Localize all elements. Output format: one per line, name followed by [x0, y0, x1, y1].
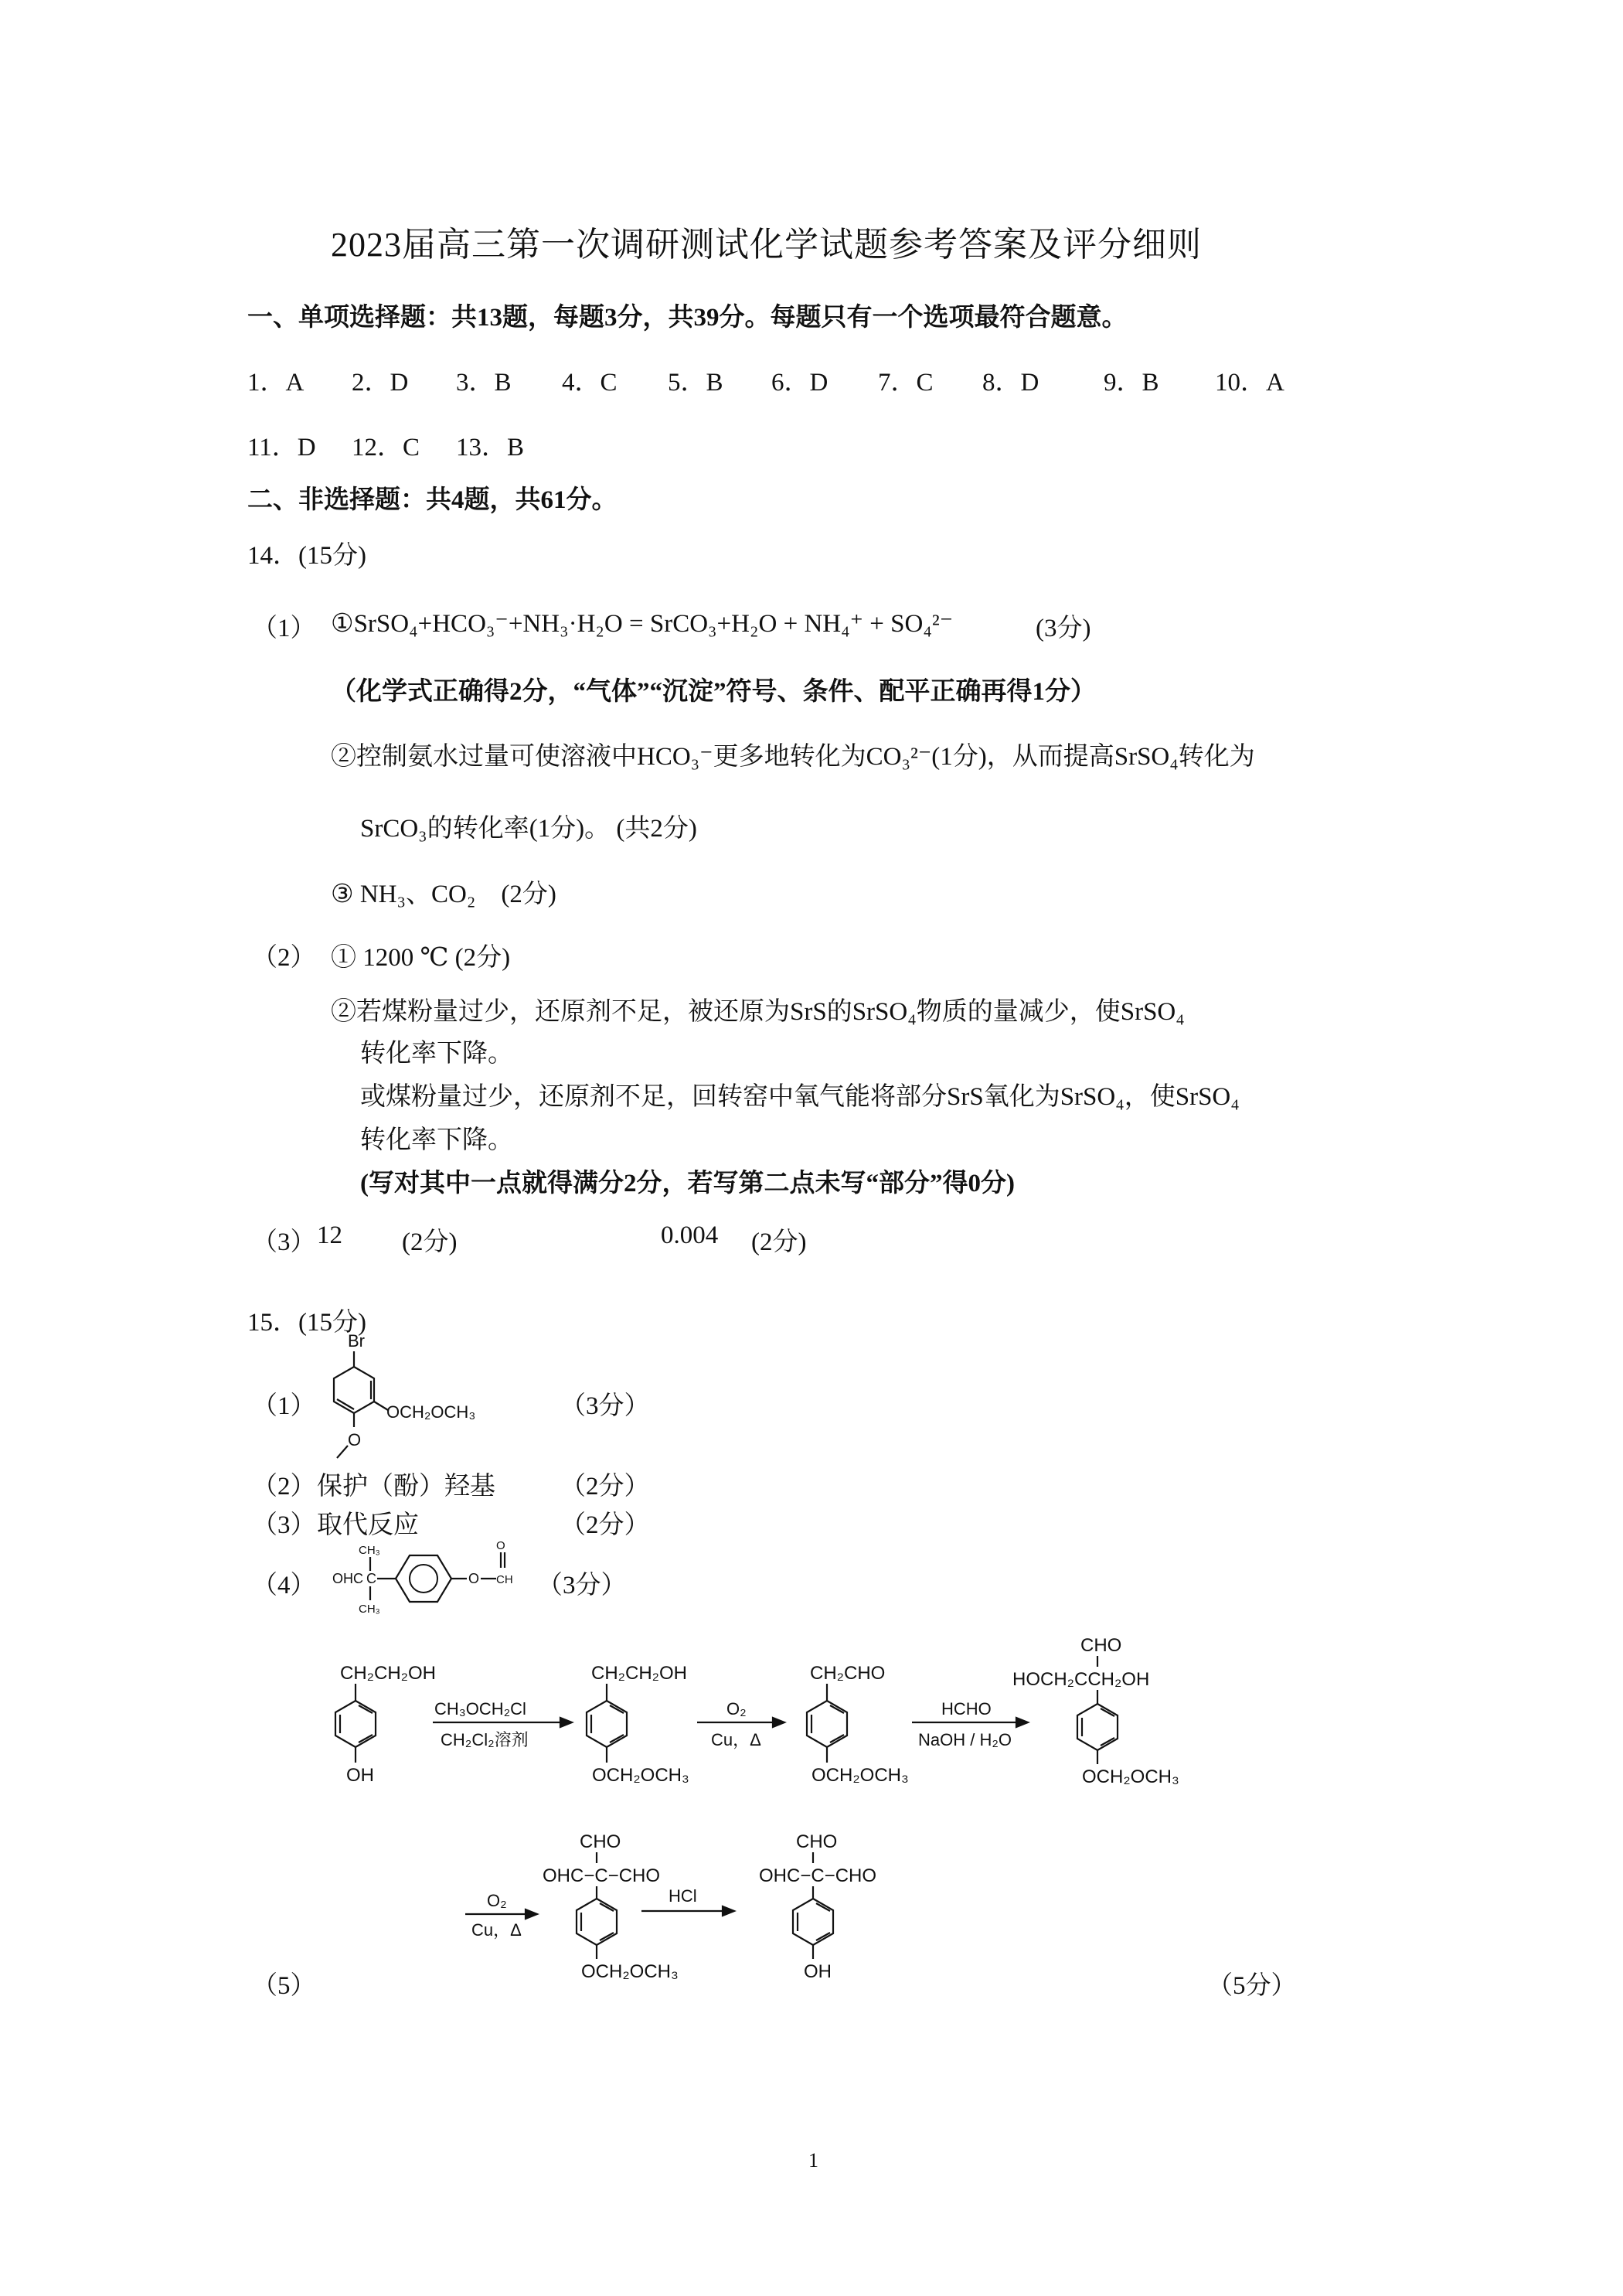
compound-3-bottom: OCH₂OCH₃ — [812, 1765, 909, 1786]
reaction-arrow-3 — [912, 1699, 1028, 1749]
compound-5-top: CHO — [580, 1831, 621, 1852]
q14-equation-score: (3分) — [1036, 615, 1091, 642]
compound-6-bottom: OH — [804, 1961, 832, 1982]
compound-3 — [807, 1663, 909, 1786]
q14-part3-a-score: (2分) — [402, 1228, 458, 1256]
compound-1-top: CH₂CH₂OH — [340, 1663, 436, 1684]
answer: 7．C — [878, 369, 934, 397]
q15-part2-text: 保护（酚）羟基 — [317, 1473, 495, 1501]
reaction-arrow-4 — [465, 1891, 537, 1940]
answer: 1．A — [247, 369, 305, 397]
q15-part4-molecule — [325, 1535, 549, 1620]
page-number: 1 — [808, 2149, 818, 2172]
q14-equation-note: （化学式正确得2分，“气体”“沉淀”符号、条件、配平正确再得1分） — [331, 678, 1096, 706]
q14-part1-ii-line1: ②控制氨水过量可使溶液中HCO₃⁻更多地转化为CO₃²⁻(1分)，从而提高SrSO₄转化为 — [331, 743, 1255, 771]
answer: 10．A — [1215, 369, 1284, 397]
substituent-label: OCH₂OCH₃ — [386, 1402, 476, 1422]
conditions-3: NaOH / H₂O — [918, 1730, 1012, 1749]
q14-part1-num: （1） — [252, 615, 316, 642]
answer: 2．D — [352, 369, 409, 397]
q15-part1-molecule — [309, 1330, 526, 1469]
page-title: 2023届高三第一次调研测试化学试题参考答案及评分细则 — [331, 226, 1202, 264]
reagent-3: HCHO — [941, 1699, 992, 1719]
answer: 3．B — [456, 369, 512, 397]
q15-part1-num: （1） — [252, 1392, 316, 1420]
compound-6-top: CHO — [796, 1831, 838, 1852]
compound-2-top: CH₂CH₂OH — [591, 1663, 687, 1684]
q15-part4-num: （4） — [252, 1572, 316, 1599]
carbon-label: C — [366, 1571, 376, 1586]
answer: 13．B — [456, 434, 525, 462]
q15-label: 15．(15分) — [247, 1309, 366, 1337]
compound-6 — [759, 1831, 876, 1982]
compound-2 — [587, 1663, 689, 1786]
carbonyl-oxygen-label: O — [496, 1539, 505, 1552]
q15-part2-score: （2分） — [560, 1473, 650, 1501]
q14-part1-ii-line2: SrCO₃的转化率(1分)。 (共2分) — [360, 815, 697, 843]
oxygen-label: O — [348, 1430, 362, 1449]
solvent-1: CH₂Cl₂溶剂 — [441, 1730, 529, 1749]
methyl-label: CH₃ — [359, 1603, 380, 1616]
compound-4 — [1012, 1635, 1179, 1787]
reaction-arrow-5 — [641, 1886, 734, 1916]
oxygen-label: O — [468, 1571, 480, 1586]
q15-part4-score: （3分） — [537, 1572, 627, 1599]
answer: 11．D — [247, 434, 316, 462]
answer: 4．C — [562, 369, 618, 397]
ester-carbon-label: CH — [496, 1573, 513, 1586]
section2-heading: 二、非选择题：共4题，共61分。 — [247, 486, 618, 514]
compound-5 — [543, 1831, 679, 1982]
q14-part2-ii-line3: 或煤粉量过少，还原剂不足，回转窑中氧气能将部分SrS氧化为SrSO₄，使SrSO₄ — [360, 1083, 1240, 1111]
catalyst-4: Cu，Δ — [471, 1920, 522, 1940]
bromo-label: Br — [348, 1331, 365, 1351]
q15-part1-score: （3分） — [560, 1392, 650, 1420]
methyl-label: CH₃ — [359, 1544, 380, 1557]
q14-part3-a: 12 — [317, 1221, 342, 1249]
answer: 6．D — [771, 369, 829, 397]
q14-part3-b-score: (2分) — [751, 1228, 807, 1256]
compound-6-mid: OHC−C−CHO — [759, 1865, 877, 1886]
q15-part3-num: （3） — [252, 1511, 316, 1539]
q15-part3-text: 取代反应 — [317, 1511, 419, 1539]
reagent-4: O₂ — [487, 1891, 507, 1910]
q14-equation: ①SrSO₄+HCO₃⁻+NH₃·H₂O = SrCO₃+H₂O + NH₄⁺ + SO₄²⁻ — [331, 610, 954, 638]
q15-part5-num: （5） — [252, 1972, 316, 2000]
q15-part3-score: （2分） — [560, 1511, 650, 1539]
compound-1 — [335, 1663, 436, 1786]
answer: 9．B — [1104, 369, 1159, 397]
compound-5-bottom: OCH₂OCH₃ — [581, 1961, 679, 1982]
reaction-arrow-2 — [697, 1699, 784, 1750]
compound-2-bottom: OCH₂OCH₃ — [592, 1765, 689, 1786]
q14-part1-iii: ③ NH₃、CO₂ (2分) — [331, 881, 556, 908]
compound-3-top: CH₂CHO — [810, 1663, 886, 1684]
q14-part2-ii-line2: 转化率下降。 — [360, 1040, 513, 1068]
catalyst-2: Cu，Δ — [711, 1730, 761, 1749]
compound-1-bottom: OH — [346, 1765, 374, 1786]
answer: 8．D — [982, 369, 1039, 397]
q14-part3-num: （3） — [252, 1228, 316, 1256]
q14-part2-note: (写对其中一点就得满分2分，若写第二点未写“部分”得0分) — [360, 1170, 1015, 1197]
q15-part2-num: （2） — [252, 1473, 316, 1501]
reagent-2: O₂ — [726, 1699, 747, 1719]
q14-part2-ii-line1: ②若煤粉量过少，还原剂不足，被还原为SrS的SrSO₄物质的量减少，使SrSO₄ — [331, 998, 1185, 1026]
synthesis-route — [294, 1623, 1298, 1995]
q15-part5-score: （5分） — [1207, 1972, 1297, 2000]
section1-heading: 一、单项选择题：共13题，每题3分，共39分。每题只有一个选项最符合题意。 — [247, 304, 1128, 332]
aldehyde-label: OHC — [332, 1571, 363, 1586]
compound-5-mid: OHC−C−CHO — [543, 1865, 661, 1886]
answer: 5．B — [668, 369, 723, 397]
compound-4-mid: HOCH₂CCH₂OH — [1012, 1669, 1150, 1690]
q14-part2-i: ① 1200 ℃ (2分) — [331, 944, 511, 972]
answer: 12．C — [352, 434, 420, 462]
compound-4-bottom: OCH₂OCH₃ — [1082, 1766, 1179, 1787]
reaction-arrow-1 — [433, 1699, 572, 1749]
q14-part2-ii-line4: 转化率下降。 — [360, 1126, 513, 1154]
q14-label: 14．(15分) — [247, 542, 366, 570]
reagent-5: HCl — [669, 1886, 697, 1906]
reagent-1: CH₃OCH₂Cl — [434, 1699, 526, 1719]
q14-part3-b: 0.004 — [661, 1221, 719, 1249]
q14-part2-num: （2） — [252, 944, 316, 972]
compound-4-top: CHO — [1080, 1635, 1122, 1656]
